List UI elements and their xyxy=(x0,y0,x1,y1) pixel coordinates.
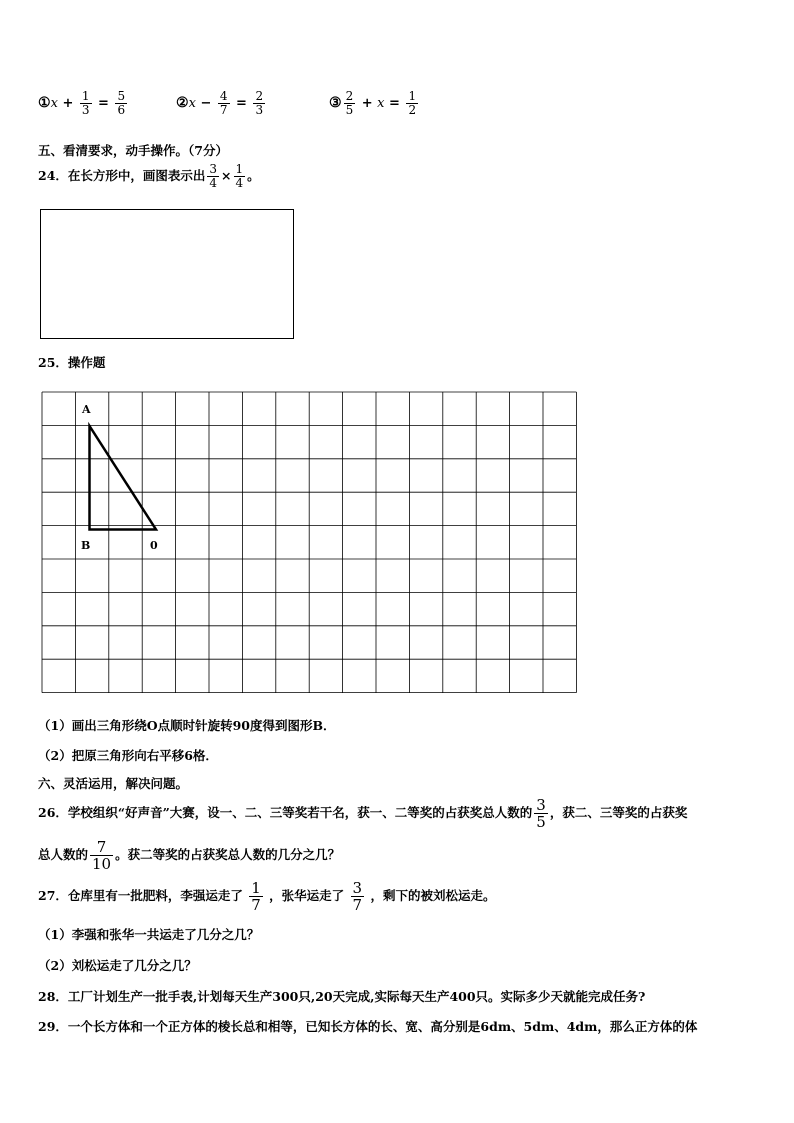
fraction: $\frac{1}{4}$ xyxy=(235,162,244,190)
triangle-shape xyxy=(90,426,157,530)
question-27-sub2: （2）刘松运走了几分之几？ xyxy=(38,958,197,973)
fraction: $\frac{2}{3}$ xyxy=(255,89,264,117)
fraction: $\frac{3}{4}$ xyxy=(209,162,218,190)
fraction: $\frac{1}{3}$ xyxy=(81,89,90,117)
fraction: $\frac{1}{7}$ xyxy=(251,879,261,914)
fraction: $\frac{3}{7}$ xyxy=(352,879,363,914)
fraction: $\frac{5}{6}$ xyxy=(117,89,126,117)
grid-lines xyxy=(42,392,576,693)
marker: ③ xyxy=(329,95,342,111)
question-27: 27．仓库里有一批肥料，李强运走了 $\frac{1}{7}$ ，张华运走了 $\frac{3}{7}$ ，剩下的被刘松运走。 xyxy=(38,879,496,914)
question-25-title: 25．操作题 xyxy=(38,355,106,370)
question-28: 28．工厂计划生产一批手表,计划每天生产300只,20天完成,实际每天生产400只。实际多少天就能完成任务? xyxy=(38,989,646,1004)
section-6-heading: 六、灵活运用，解决问题。 xyxy=(38,776,189,791)
label-a: A xyxy=(82,403,91,416)
question-25-sub1: （1）画出三角形绕O点顺时针旋转90度得到图形B． xyxy=(38,718,336,733)
label-b: B xyxy=(81,539,91,552)
fraction: $\frac{2}{5}$ xyxy=(345,89,354,117)
fraction: $\frac{1}{2}$ xyxy=(408,89,417,117)
question-26-line1: 26．学校组织“好声音”大赛，设一、二、三等奖若干名，获一、二等奖的占获奖总人数的 $\frac{3}{5}$ ，获二、三等奖的占获奖 xyxy=(38,796,688,831)
marker: ② xyxy=(176,95,189,111)
fraction: $\frac{7}{10}$ xyxy=(92,838,112,873)
question-25-sub2: （2）把原三角形向右平移6格． xyxy=(38,748,218,763)
question-26-line2: 总人数的 $\frac{7}{10}$ 。获二等奖的占获奖总人数的几分之几？ xyxy=(38,838,341,873)
section-5-heading: 五、看清要求，动手操作。（7分） xyxy=(38,143,228,158)
equation-3: ③ $\frac{2}{5}$ + x = $\frac{1}{2}$ xyxy=(329,89,417,117)
question-24: 24．在长方形中，画图表示出 $\frac{3}{4}$ × $\frac{1}{4}$ 。 xyxy=(38,162,260,190)
label-o: 0 xyxy=(150,539,158,552)
equation-1: ①x + $\frac{1}{3}$ = $\frac{5}{6}$ xyxy=(38,89,126,117)
fraction: $\frac{3}{5}$ xyxy=(536,796,546,831)
question-29: 29．一个长方体和一个正方体的棱长总和相等，已知长方体的长、宽、高分别是6dm、5dm、4dm，那么正方体的体 xyxy=(38,1019,698,1034)
question-27-sub1: （1）李强和张华一共运走了几分之几？ xyxy=(38,927,260,942)
fraction: $\frac{4}{7}$ xyxy=(219,89,228,117)
equation-2: ②x − $\frac{4}{7}$ = $\frac{2}{3}$ xyxy=(176,89,264,117)
marker: ① xyxy=(38,95,51,111)
